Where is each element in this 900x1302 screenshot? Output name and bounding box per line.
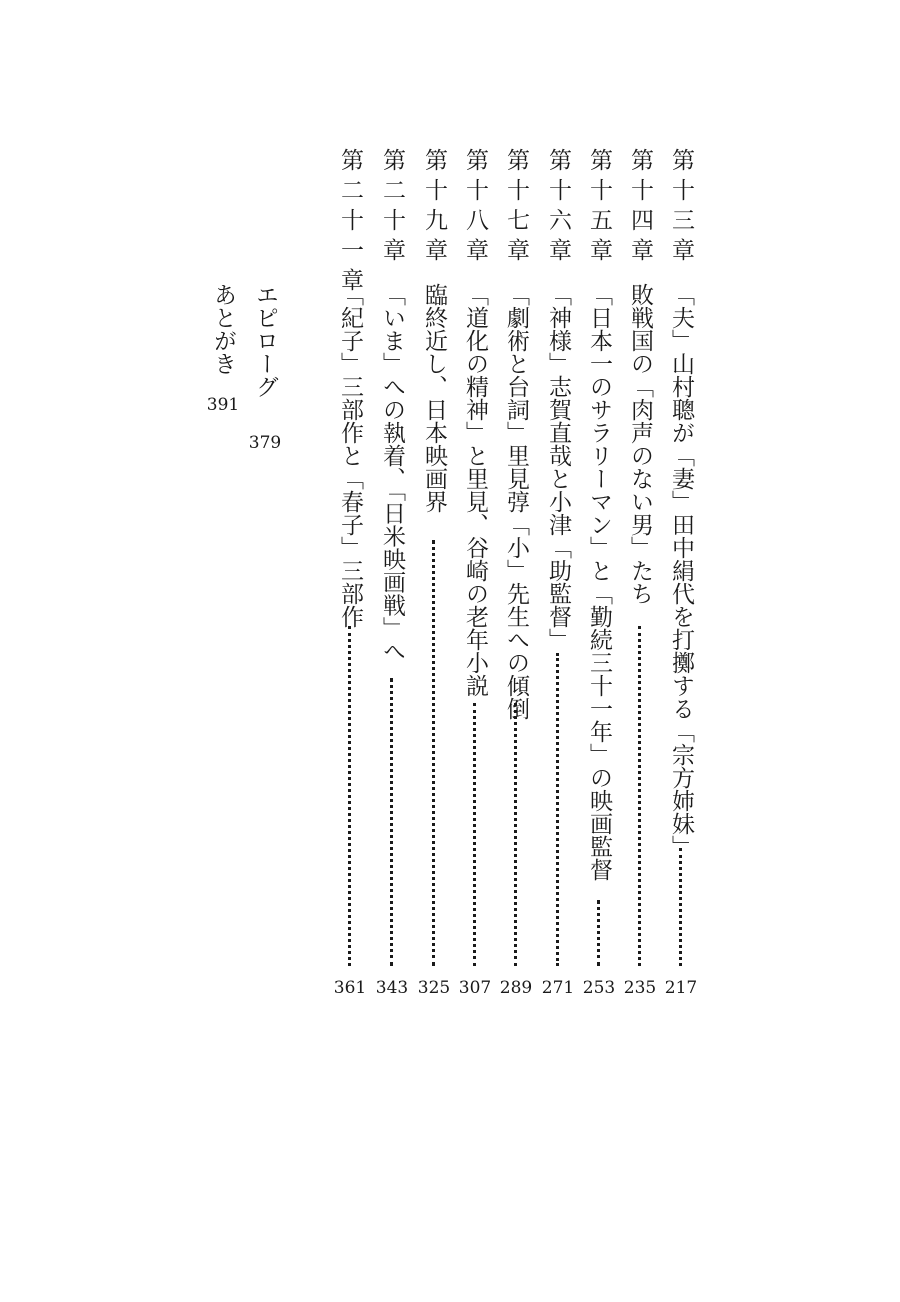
chapter-title: 臨終近し、日本映画界 [421, 283, 447, 513]
page-number: 235 [623, 978, 657, 998]
page-number: 307 [458, 978, 492, 998]
toc-entry-chapter-19 [417, 148, 451, 998]
dot-leader [348, 626, 351, 966]
chapter-number: 第十八章 [462, 148, 488, 268]
chapter-number: 第十五章 [586, 148, 612, 268]
dot-leader [390, 678, 393, 966]
dot-leader [679, 848, 682, 966]
chapter-number: 第二十章 [379, 148, 405, 268]
chapter-title: 「夫」山村聰が「妻」田中絹代を打擲する「宗方姉妹」 [668, 283, 694, 858]
page-number: 271 [541, 978, 575, 998]
page-number: 253 [582, 978, 616, 998]
toc-entry-chapter-18 [458, 148, 492, 998]
dot-leader [514, 703, 517, 966]
chapter-title: 敗戦国の「肉声のない男」たち [627, 283, 653, 605]
chapter-title: 「神様」志賀直哉と小津「助監督」 [545, 283, 571, 651]
page-number: 217 [664, 978, 698, 998]
chapter-title: 「いま」への執着、「日米映画戦」へ [379, 283, 405, 663]
page-number: 343 [375, 978, 409, 998]
chapter-title: 「劇術と台詞」里見弴「小」先生への傾倒 [503, 283, 529, 720]
toc-entry-chapter-17 [499, 148, 533, 998]
dot-leader [432, 540, 435, 966]
toc-entry-epilogue [248, 283, 282, 453]
chapter-number: 第十七章 [503, 148, 529, 268]
chapter-title: 「日本一のサラリーマン」と「勤続三十一年」の映画監督 [586, 283, 612, 881]
page-number: 379 [248, 433, 282, 453]
toc-entry-chapter-21 [333, 148, 367, 998]
page-number: 325 [417, 978, 451, 998]
epilogue-title: エピローグ [252, 283, 278, 398]
dot-leader [473, 703, 476, 966]
toc-entry-chapter-20 [375, 148, 409, 998]
toc-entry-chapter-13 [664, 148, 698, 998]
toc-entry-chapter-16 [541, 148, 575, 998]
toc-entry-chapter-15 [582, 148, 616, 998]
page-number: 361 [333, 978, 367, 998]
toc-entry-afterword [206, 283, 240, 433]
chapter-title: 「道化の精神」と里見、谷崎の老年小説 [462, 283, 488, 697]
dot-leader [597, 900, 600, 966]
dot-leader [556, 653, 559, 966]
dot-leader [638, 626, 641, 966]
page-number: 391 [206, 395, 240, 415]
chapter-title: 「紀子」三部作と「春子」三部作 [337, 283, 363, 628]
page-number: 289 [499, 978, 533, 998]
chapter-number: 第十三章 [668, 148, 694, 268]
afterword-title: あとがき [210, 283, 236, 375]
chapter-number: 第十六章 [545, 148, 571, 268]
chapter-number: 第十九章 [421, 148, 447, 268]
toc-entry-chapter-14 [623, 148, 657, 998]
chapter-number: 第二十一章 [337, 148, 363, 298]
chapter-number: 第十四章 [627, 148, 653, 268]
